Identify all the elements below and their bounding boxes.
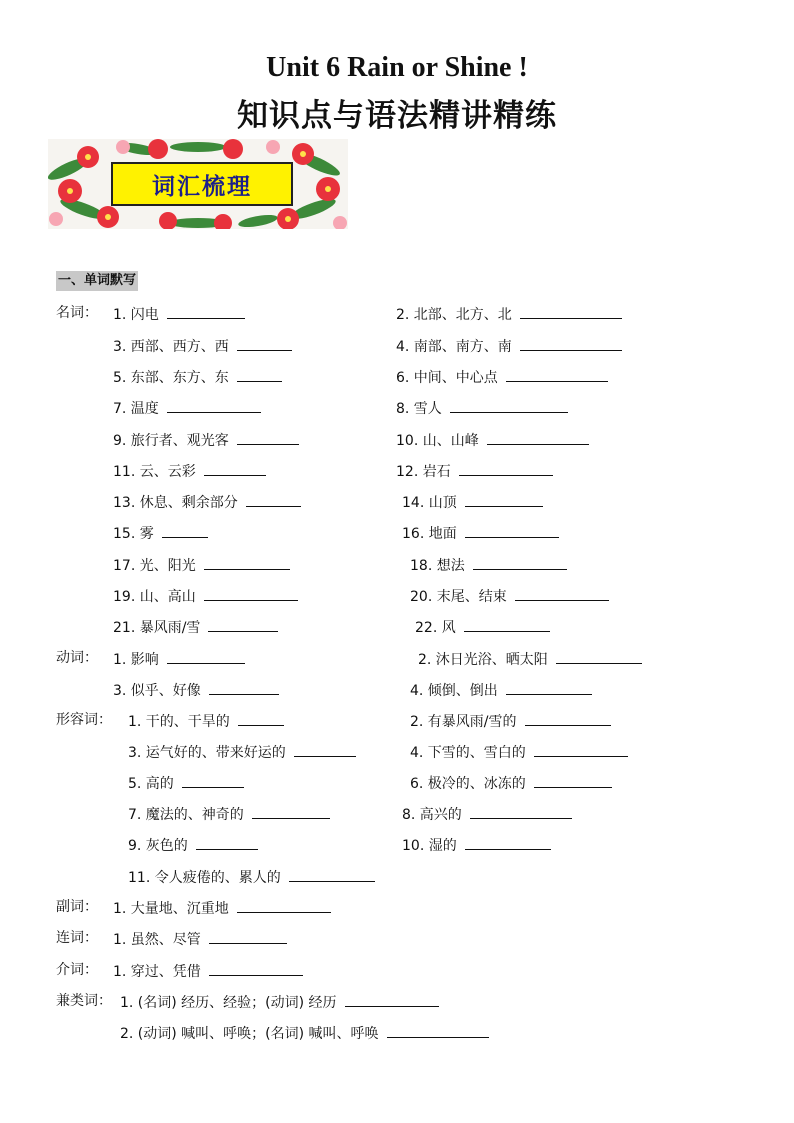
vocab-item: 1. 大量地、沉重地 bbox=[113, 897, 331, 919]
answer-blank[interactable] bbox=[465, 522, 559, 538]
category-conjunction: 连词： bbox=[56, 930, 98, 946]
vocab-item: 7. 温度 bbox=[113, 397, 261, 419]
answer-blank[interactable] bbox=[238, 710, 284, 726]
answer-blank[interactable] bbox=[345, 991, 439, 1007]
answer-blank[interactable] bbox=[387, 1022, 489, 1038]
vocab-item: 19. 山、高山 bbox=[113, 585, 298, 607]
category-verb: 动词： bbox=[56, 650, 98, 666]
answer-blank[interactable] bbox=[237, 335, 292, 351]
category-adverb: 副词： bbox=[56, 899, 98, 915]
answer-blank[interactable] bbox=[182, 772, 244, 788]
category-multi-class: 兼类词： bbox=[56, 993, 112, 1009]
answer-blank[interactable] bbox=[464, 616, 550, 632]
answer-blank[interactable] bbox=[204, 585, 298, 601]
vocab-item: 15. 雾 bbox=[113, 522, 208, 544]
answer-blank[interactable] bbox=[167, 303, 245, 319]
vocab-item: 1. 虽然、尽管 bbox=[113, 928, 287, 950]
vocab-item: 21. 暴风雨/雪 bbox=[113, 616, 278, 638]
answer-blank[interactable] bbox=[450, 397, 568, 413]
answer-blank[interactable] bbox=[209, 679, 279, 695]
answer-blank[interactable] bbox=[465, 834, 551, 850]
vocabulary-banner bbox=[48, 139, 348, 229]
category-preposition: 介词： bbox=[56, 962, 98, 978]
vocab-item: 2. (动词) 喊叫、呼唤；(名词) 喊叫、呼唤 bbox=[120, 1022, 489, 1044]
vocab-item: 13. 休息、剩余部分 bbox=[113, 491, 301, 513]
vocab-item: 3. 似乎、好像 bbox=[113, 679, 279, 701]
answer-blank[interactable] bbox=[515, 585, 609, 601]
vocab-item: 9. 灰色的 bbox=[128, 834, 258, 856]
answer-blank[interactable] bbox=[167, 648, 245, 664]
answer-blank[interactable] bbox=[237, 897, 331, 913]
answer-blank[interactable] bbox=[506, 366, 608, 382]
section-heading: 一、单词默写 bbox=[56, 271, 138, 291]
vocab-item: 6. 极冷的、冰冻的 bbox=[410, 772, 612, 794]
answer-blank[interactable] bbox=[208, 616, 278, 632]
banner-title: 词汇梳理 bbox=[111, 162, 293, 206]
vocab-item: 8. 雪人 bbox=[396, 397, 568, 419]
vocab-item: 1. (名词) 经历、经验；(动词) 经历 bbox=[120, 991, 439, 1013]
answer-blank[interactable] bbox=[520, 335, 622, 351]
vocab-item: 1. 影响 bbox=[113, 648, 245, 670]
vocab-item: 1. 穿过、凭借 bbox=[113, 960, 303, 982]
answer-blank[interactable] bbox=[204, 460, 266, 476]
answer-blank[interactable] bbox=[209, 960, 303, 976]
vocab-item: 18. 想法 bbox=[410, 554, 567, 576]
vocab-item: 12. 岩石 bbox=[396, 460, 553, 482]
vocab-item: 17. 光、阳光 bbox=[113, 554, 290, 576]
vocab-item: 1. 闪电 bbox=[113, 303, 245, 325]
answer-blank[interactable] bbox=[465, 491, 543, 507]
answer-blank[interactable] bbox=[294, 741, 356, 757]
answer-blank[interactable] bbox=[237, 429, 299, 445]
vocab-item: 1. 干的、干旱的 bbox=[128, 710, 284, 732]
vocab-item: 22. 风 bbox=[415, 616, 550, 638]
answer-blank[interactable] bbox=[162, 522, 208, 538]
answer-blank[interactable] bbox=[246, 491, 301, 507]
title-chinese: 知识点与语法精讲精练 bbox=[237, 98, 557, 134]
category-adjective: 形容词： bbox=[56, 712, 112, 728]
vocab-item: 8. 高兴的 bbox=[402, 803, 572, 825]
answer-blank[interactable] bbox=[534, 741, 628, 757]
answer-blank[interactable] bbox=[473, 554, 567, 570]
answer-blank[interactable] bbox=[196, 834, 258, 850]
vocab-item: 3. 运气好的、带来好运的 bbox=[128, 741, 356, 763]
answer-blank[interactable] bbox=[252, 803, 330, 819]
vocab-item: 2. 沐日光浴、晒太阳 bbox=[418, 648, 642, 670]
vocab-item: 11. 云、云彩 bbox=[113, 460, 266, 482]
vocab-item: 4. 南部、南方、南 bbox=[396, 335, 622, 357]
vocab-item: 14. 山顶 bbox=[402, 491, 543, 513]
answer-blank[interactable] bbox=[209, 928, 287, 944]
vocab-item: 4. 倾倒、倒出 bbox=[410, 679, 592, 701]
answer-blank[interactable] bbox=[237, 366, 282, 382]
title-english: Unit 6 Rain or Shine ! bbox=[266, 52, 528, 83]
answer-blank[interactable] bbox=[167, 397, 261, 413]
category-noun: 名词： bbox=[56, 305, 98, 321]
vocab-item: 2. 北部、北方、北 bbox=[396, 303, 622, 325]
vocab-item: 7. 魔法的、神奇的 bbox=[128, 803, 330, 825]
vocab-item: 9. 旅行者、观光客 bbox=[113, 429, 299, 451]
vocab-item: 6. 中间、中心点 bbox=[396, 366, 608, 388]
answer-blank[interactable] bbox=[534, 772, 612, 788]
vocab-item: 11. 令人疲倦的、累人的 bbox=[128, 866, 375, 888]
answer-blank[interactable] bbox=[506, 679, 592, 695]
answer-blank[interactable] bbox=[487, 429, 589, 445]
vocab-item: 5. 东部、东方、东 bbox=[113, 366, 282, 388]
vocab-item: 10. 湿的 bbox=[402, 834, 551, 856]
vocab-item: 3. 西部、西方、西 bbox=[113, 335, 292, 357]
vocab-item: 16. 地面 bbox=[402, 522, 559, 544]
vocab-item: 20. 末尾、结束 bbox=[410, 585, 609, 607]
answer-blank[interactable] bbox=[470, 803, 572, 819]
answer-blank[interactable] bbox=[459, 460, 553, 476]
vocab-item: 4. 下雪的、雪白的 bbox=[410, 741, 628, 763]
answer-blank[interactable] bbox=[289, 866, 375, 882]
answer-blank[interactable] bbox=[204, 554, 290, 570]
answer-blank[interactable] bbox=[520, 303, 622, 319]
vocab-item: 2. 有暴风雨/雪的 bbox=[410, 710, 611, 732]
answer-blank[interactable] bbox=[556, 648, 642, 664]
vocab-item: 10. 山、山峰 bbox=[396, 429, 589, 451]
vocab-item: 5. 高的 bbox=[128, 772, 244, 794]
answer-blank[interactable] bbox=[525, 710, 611, 726]
